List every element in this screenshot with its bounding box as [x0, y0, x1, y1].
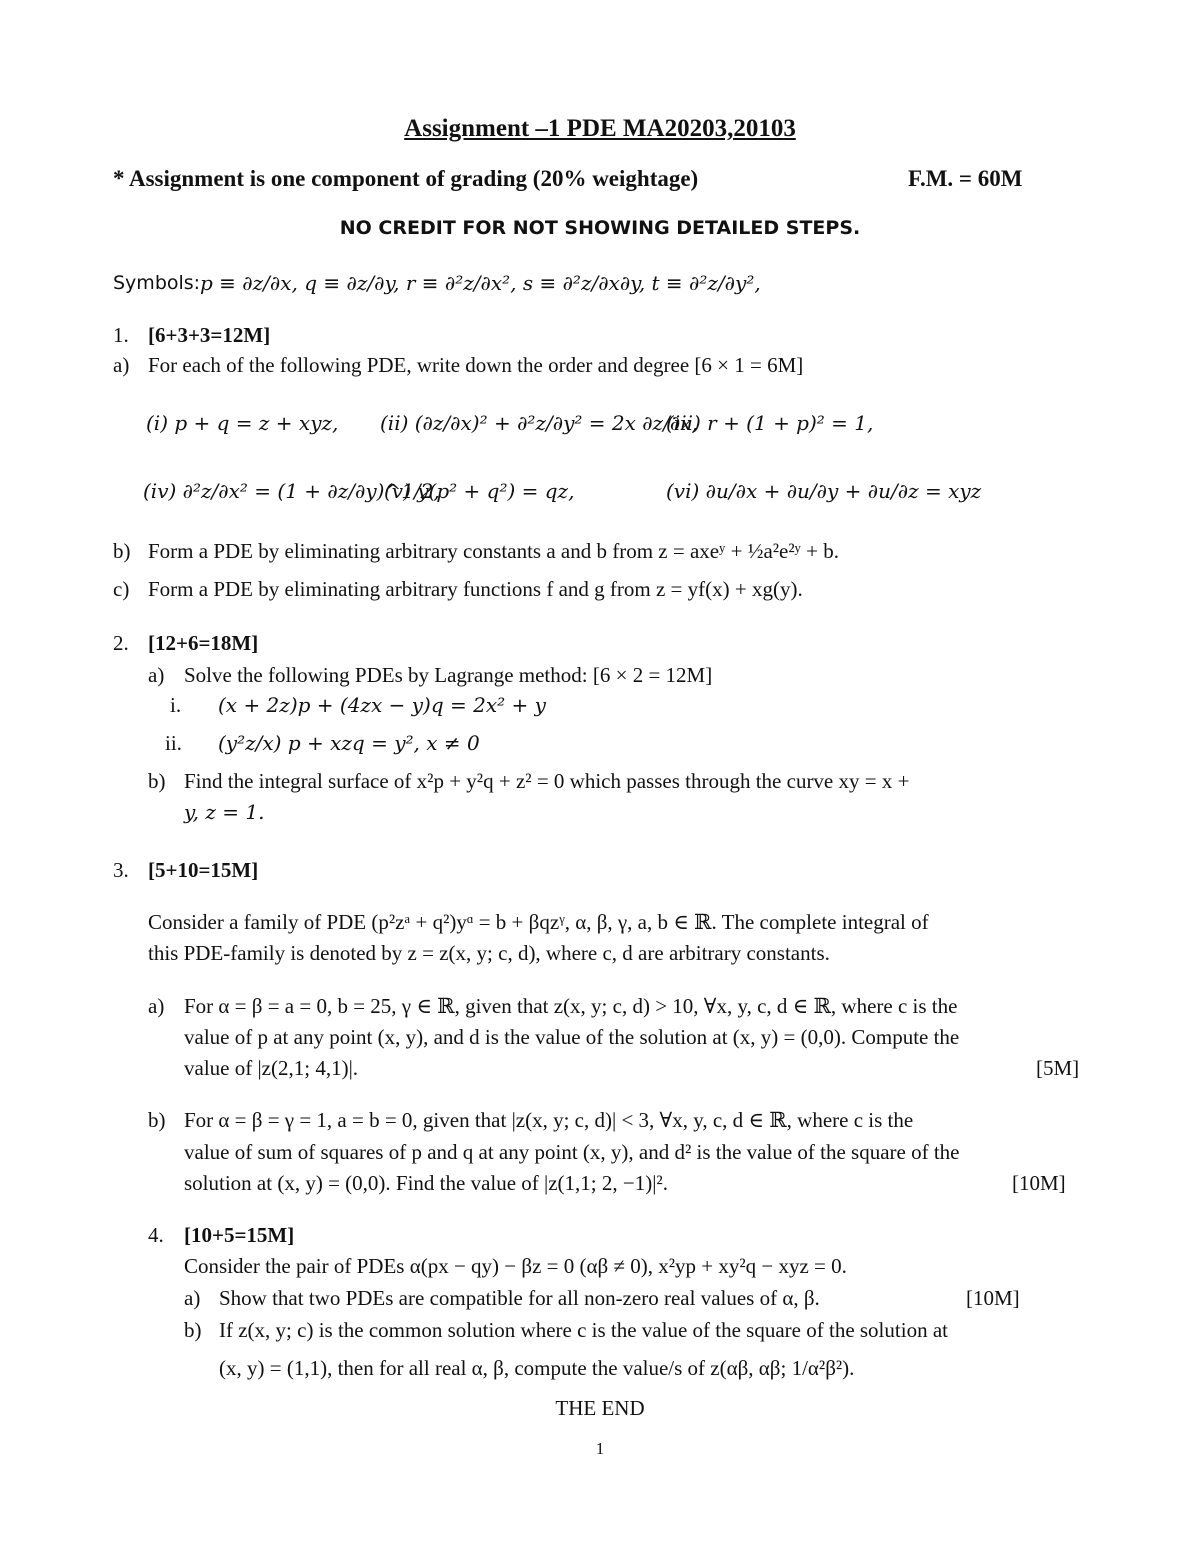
q3b-label: b) — [148, 1108, 166, 1132]
q4a-label: a) — [184, 1286, 201, 1310]
q2b-label: b) — [148, 769, 166, 793]
q2a-ii-label: ii. — [165, 731, 182, 755]
q3a-line3: value of |z(2,1; 4,1)|. — [184, 1056, 359, 1080]
symbols-label: Symbols: — [113, 272, 201, 294]
q4b-label: b) — [184, 1318, 202, 1342]
q4-intro: Consider the pair of PDEs α(px − qy) − βz = 0 (αβ ≠ 0), x²yp + xy²q − xyz = 0. — [184, 1254, 847, 1278]
q3-number: 3. — [113, 858, 129, 882]
q1-pde-iv: (iv) ∂²z/∂x² = (1 + ∂z/∂y)^1/2, — [143, 479, 440, 503]
q1c-label: c) — [113, 577, 130, 601]
q4b-line1: If z(x, y; c) is the common solution where c is the value of the square of the solution at — [219, 1318, 948, 1342]
q1-pde-v: (v) y(p² + q²) = qz, — [384, 479, 575, 503]
symbols-expression: p ≡ ∂z/∂x, q ≡ ∂z/∂y, r ≡ ∂²z/∂x², s ≡ ∂²z/∂x∂y, t ≡ ∂²z/∂y², — [200, 271, 761, 295]
q2-marks: [12+6=18M] — [148, 631, 259, 655]
q1-pde-vi: (vi) ∂u/∂x + ∂u/∂y + ∂u/∂z = xyz — [666, 479, 982, 503]
q3-intro-line1: Consider a family of PDE (p²zᵃ + q²)yᵅ = b + βqzᵞ, α, β, γ, a, b ∈ ℝ. The complete integral of — [148, 910, 929, 934]
steps-warning: NO CREDIT FOR NOT SHOWING DETAILED STEPS. — [339, 217, 861, 239]
q3a-line2: value of p at any point (x, y), and d is the value of the solution at (x, y) = (0,0). Compute the — [184, 1025, 960, 1049]
q1b-label: b) — [113, 539, 131, 563]
q3-intro-line2: this PDE-family is denoted by z = z(x, y; c, d), where c, d are arbitrary constants. — [148, 941, 830, 965]
q4-marks: [10+5=15M] — [184, 1223, 295, 1247]
q1-marks: [6+3+3=12M] — [148, 323, 271, 347]
q2a-i-expr: (x + 2z)p + (4zx − y)q = 2x² + y — [218, 693, 546, 717]
q2-number: 2. — [113, 631, 129, 655]
q2a-label: a) — [148, 663, 165, 687]
q2a-ii-expr: (y²z/x) p + xzq = y², x ≠ 0 — [218, 731, 480, 755]
q4-number: 4. — [148, 1223, 164, 1247]
q1-pde-i: (i) p + q = z + xyz, — [146, 411, 339, 435]
q1-pde-iii: (iii) r + (1 + p)² = 1, — [666, 411, 874, 435]
q2b-line2: y, z = 1. — [184, 800, 265, 824]
q3-marks: [5+10=15M] — [148, 858, 259, 882]
page-number: 1 — [595, 1439, 605, 1458]
q3b-marks: [10M] — [1012, 1171, 1066, 1195]
q1c-text: Form a PDE by eliminating arbitrary functions f and g from z = yf(x) + xg(y). — [148, 577, 803, 601]
q3b-line2: value of sum of squares of p and q at any point (x, y), and d² is the value of the square of the — [184, 1140, 960, 1164]
q2a-text: Solve the following PDEs by Lagrange method: [6 × 2 = 12M] — [184, 663, 713, 687]
q1b-text: Form a PDE by eliminating arbitrary constants a and b from z = axeʸ + ½a²e²ʸ + b. — [148, 539, 840, 563]
q4a-marks: [10M] — [966, 1286, 1020, 1310]
assignment-title: Assignment –1 PDE MA20203,20103 — [404, 115, 796, 142]
q1a-label: a) — [113, 353, 130, 377]
q2a-i-label: i. — [170, 693, 182, 717]
q1-pde-ii: (ii) (∂z/∂x)² + ∂²z/∂y² = 2x ∂z/∂x, — [380, 411, 698, 435]
q1a-text: For each of the following PDE, write down the order and degree [6 × 1 = 6M] — [148, 353, 804, 377]
q2b-line1: Find the integral surface of x²p + y²q + z² = 0 which passes through the curve xy = x + — [184, 769, 910, 793]
q3b-line1: For α = β = γ = 1, a = b = 0, given that |z(x, y; c, d)| < 3, ∀x, y, c, d ∈ ℝ, where c is the — [184, 1108, 914, 1132]
q3a-marks: [5M] — [1036, 1056, 1080, 1080]
q4a-text: Show that two PDEs are compatible for all non-zero real values of α, β. — [219, 1286, 820, 1310]
q4b-line2: (x, y) = (1,1), then for all real α, β, compute the value/s of z(αβ, αβ; 1/α²β²). — [219, 1356, 855, 1380]
q3a-line1: For α = β = a = 0, b = 25, γ ∈ ℝ, given that z(x, y; c, d) > 10, ∀x, y, c, d ∈ ℝ, where c is the — [184, 994, 958, 1018]
grading-note: * Assignment is one component of grading (20% weightage) — [113, 166, 699, 191]
the-end: THE END — [555, 1396, 645, 1420]
q3b-line3: solution at (x, y) = (0,0). Find the value of |z(1,1; 2, −1)|². — [184, 1171, 668, 1195]
q1-number: 1. — [113, 323, 129, 347]
full-marks: F.M. = 60M — [908, 166, 1023, 191]
q3a-label: a) — [148, 994, 165, 1018]
